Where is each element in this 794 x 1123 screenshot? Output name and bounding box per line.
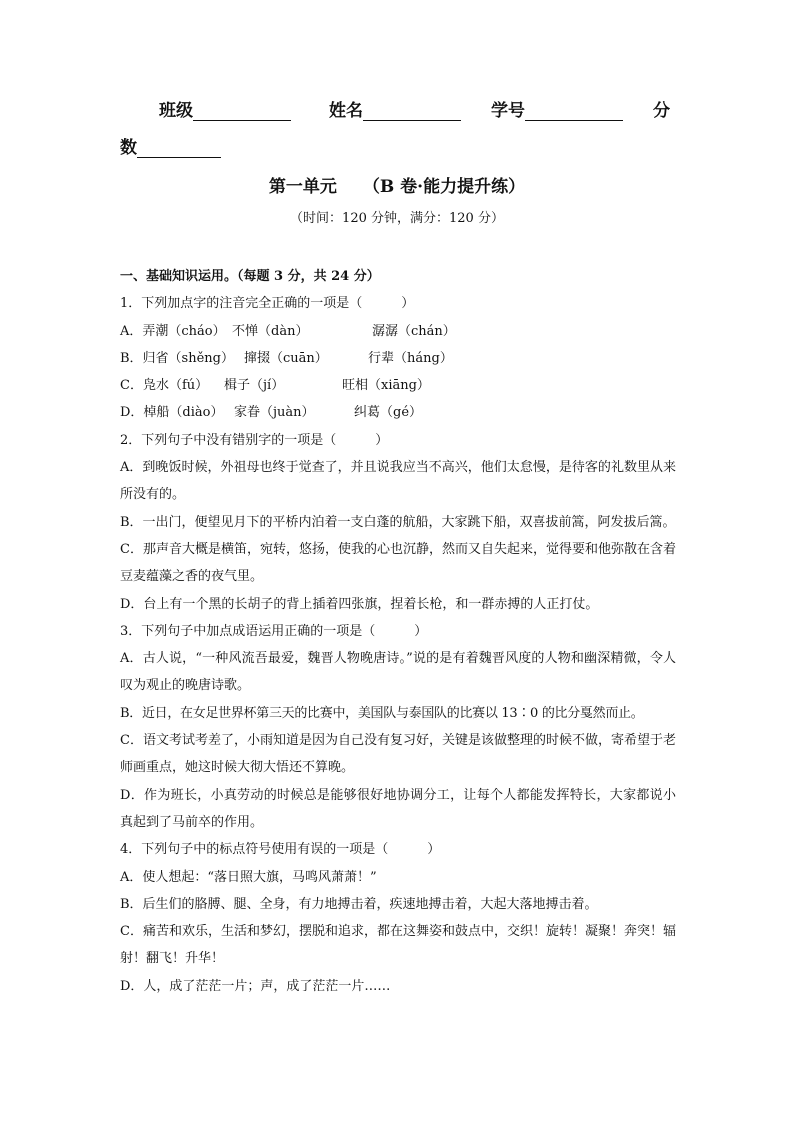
paper-title xyxy=(0,172,794,197)
class-blank[interactable] xyxy=(193,102,291,121)
q3-option-b: B．近日，在女足世界杯第三天的比赛中，美国队与泰国队的比赛以 13∶0 的比分戛然而止。 xyxy=(120,705,644,721)
paper-type: （B 卷·能力提升练） xyxy=(362,177,526,197)
score-blank[interactable] xyxy=(137,139,221,158)
name-label: 姓名 xyxy=(329,101,363,121)
q4-option-b: B．后生们的胳膊、腿、全身，有力地搏击着，疾速地搏击着，大起大落地搏击着。 xyxy=(120,896,598,912)
q3-stem: 3．下列句子中加点成语运用正确的一项是（ ） xyxy=(120,623,428,639)
score-label-part2: 数 xyxy=(120,138,137,158)
q3-option-a: A．古人说，“一种风流吾最爱，魏晋人物晚唐诗。”说的是有着魏晋风度的人物和幽深精微，令人叹为观止的晚唐诗歌。 xyxy=(120,651,676,694)
student-info-line xyxy=(159,96,670,121)
questions xyxy=(120,263,676,1000)
q1-option-b xyxy=(120,345,676,372)
class-label: 班级 xyxy=(159,101,193,121)
q1-a-3: 潺潺（chán） xyxy=(372,323,456,339)
q3-option-d: D．作为班长，小真劳动的时候总是能够很好地协调分工，让每个人都能发挥特长，大家都说小真起到了马前卒的作用。 xyxy=(120,787,676,830)
q2-option-d: D．台上有一个黑的长胡子的背上插着四张旗，捏着长枪，和一群赤搏的人正打仗。 xyxy=(120,596,599,612)
q1-option-d xyxy=(120,399,676,426)
q1-a-1: A．弄潮（cháo） xyxy=(120,323,226,339)
score-line xyxy=(120,133,221,158)
q1-stem: 1．下列加点字的注音完全正确的一项是（ ） xyxy=(120,296,415,312)
q1-a-2: 不惮（dàn） xyxy=(232,323,309,339)
q1-c-3: 旺相（xiāng） xyxy=(342,378,430,394)
q1-b-1: B．归省（shěng） xyxy=(120,350,234,366)
q1-c-1: C．凫水（fú） xyxy=(120,378,209,394)
score-label-part1: 分 xyxy=(653,101,670,121)
q2-option-a: A．到晚饭时候，外祖母也终于觉查了，并且说我应当不高兴，他们太怠慢，是待客的礼数里从来所没有的。 xyxy=(120,460,676,503)
q2-stem: 2．下列句子中没有错别字的一项是（ ） xyxy=(120,432,389,448)
q3-option-c: C．语文考试考差了，小雨知道是因为自己没有复习好，关键是该做整理的时候不做，寄希望于老师画重点，她这时候大彻大悟还不算晚。 xyxy=(120,733,676,776)
q1-c-2: 楫子（jí） xyxy=(224,378,285,394)
q4-option-a: A．使人想起：“落日照大旗，马鸣风萧萧！” xyxy=(120,869,377,885)
q1-option-a xyxy=(120,318,676,345)
q1-d-1: D．棹船（diào） xyxy=(120,405,224,421)
q2-option-b: B．一出门，便望见月下的平桥内泊着一支白蓬的航船，大家跳下船，双喜拔前篙，阿发拔后篙。 xyxy=(120,514,676,530)
q4-option-c: C．痛苦和欢乐，生活和梦幻，摆脱和追求，都在这舞姿和鼓点中，交织！旋转！凝聚！奔突！辐射！翻飞！升华！ xyxy=(120,924,676,967)
section-heading: 一、基础知识运用。（每题 3 分，共 24 分） xyxy=(120,269,380,284)
q1-option-c xyxy=(120,372,676,399)
q1-d-2: 家眷（juàn） xyxy=(234,405,315,421)
number-label: 学号 xyxy=(491,101,525,121)
time-and-score: （时间：120 分钟，满分：120 分） xyxy=(290,211,504,226)
name-blank[interactable] xyxy=(363,102,461,121)
q1-b-3: 行辈（háng） xyxy=(368,350,453,366)
q1-b-2: 撺掇（cuān） xyxy=(244,350,328,366)
q1-d-3: 纠葛（gé） xyxy=(354,405,423,421)
q4-option-d: D．人，成了茫茫一片；声，成了茫茫一片…… xyxy=(120,978,391,994)
unit-title: 第一单元 xyxy=(268,177,337,197)
number-blank[interactable] xyxy=(525,102,623,121)
q4-stem: 4．下列句子中的标点符号使用有误的一项是（ ） xyxy=(120,842,441,858)
q2-option-c: C．那声音大概是横笛，宛转，悠扬，使我的心也沉静，然而又自失起来，觉得要和他弥散在含着豆麦蕴藻之香的夜气里。 xyxy=(120,541,676,585)
